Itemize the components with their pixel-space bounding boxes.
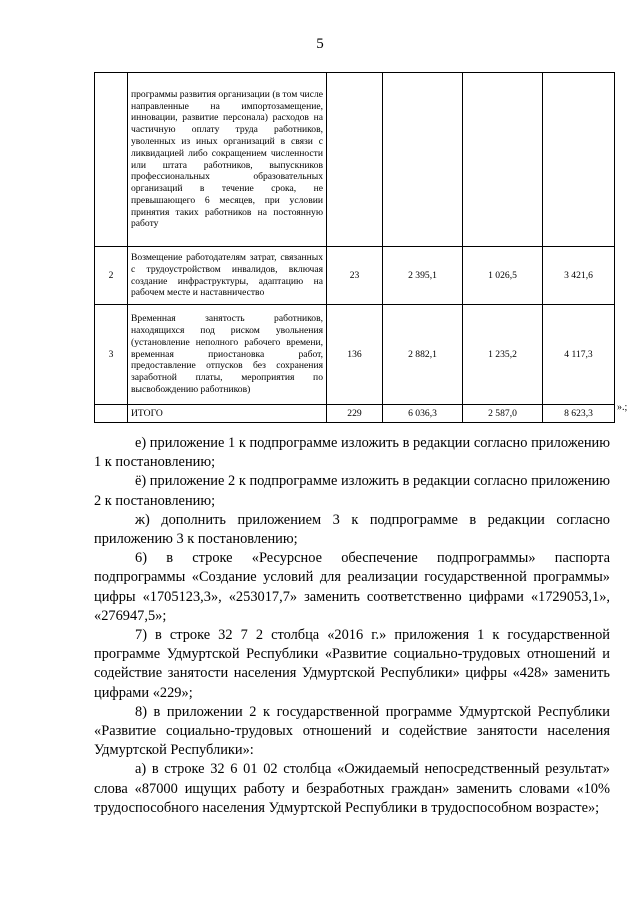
amendment-text	[94, 434, 610, 818]
row-number-cell	[95, 405, 128, 423]
measure-description-cell: Временная занятость работников, находящихся под риском увольнения (установление неполного рабочего времени, временная приостановка работ, предоставление отпусков без сохранения заработной платы, мероприятия по высвобождению работников)	[128, 305, 327, 405]
row-number-cell	[95, 73, 128, 247]
measure-description-cell: ИТОГО	[128, 405, 327, 423]
amount-2-cell	[463, 73, 543, 247]
paragraph-zh: ж) дополнить приложением 3 к подпрограмме в редакции согласно приложению 3 к постановлению;	[94, 511, 610, 548]
amount-2-cell: 1 026,5	[463, 247, 543, 305]
paragraph-8: 8) в приложении 2 к государственной программе Удмуртской Республики «Развитие социально-трудовых отношений и содействие занятости населения Удмуртской Республики»:	[94, 703, 610, 759]
people-count-cell: 136	[327, 305, 383, 405]
amount-1-cell	[383, 73, 463, 247]
table-row	[95, 247, 615, 305]
paragraph-7: 7) в строке 32 7 2 столбца «2016 г.» приложения 1 к государственной программе Удмуртской Республики «Развитие социально-трудовых отношений и содействие занятости населения Удмуртской Республики» цифры «428» заменить цифрами «229»;	[94, 627, 610, 701]
measure-description-cell: Возмещение работодателям затрат, связанных с трудоустройством инвалидов, включая создание инфраструктуры, адаптацию на рабочем месте и наставничество	[128, 247, 327, 305]
paragraph-e-cont: ё) приложение 2 к подпрограмме изложить в редакции согласно приложению 2 к постановлению;	[94, 473, 610, 509]
table-row	[95, 305, 615, 405]
people-count-cell: 23	[327, 247, 383, 305]
measures-table	[94, 72, 615, 423]
amount-2-cell: 1 235,2	[463, 305, 543, 405]
page-number: 5	[316, 36, 324, 52]
measure-description-cell: программы развития организации (в том числе направленные на импортозамещение, инновации, развитие персонала) расходов на частичную оплату труда работников, уволенных из иных организаций в связи с ликвидацией либо сокращением численности или штата работников, выпускников профессиональных образовательных организаций в течение срока, не превышающего 6 месяцев, при условии принятия таких работников на постоянную работу	[128, 73, 327, 247]
amount-1-cell: 2 395,1	[383, 247, 463, 305]
closing-quote: ».;	[617, 402, 628, 413]
amount-total-cell: 3 421,6	[543, 247, 615, 305]
amount-1-cell: 2 882,1	[383, 305, 463, 405]
people-count-cell: 229	[327, 405, 383, 423]
table-row	[95, 405, 615, 423]
paragraph-8a: а) в строке 32 6 01 02 столбца «Ожидаемый непосредственный результат» слова «87000 ищущих работу и безработных граждан» заменить словами «10% трудоспособного населения Удмуртской Республики в трудоспособном возрасте»;	[94, 761, 610, 816]
amount-total-cell: 8 623,3	[543, 405, 615, 423]
table-row	[95, 73, 615, 247]
row-number-cell: 3	[95, 305, 128, 405]
amount-total-cell: 4 117,3	[543, 305, 615, 405]
paragraph-e: е) приложение 1 к подпрограмме изложить в редакции согласно приложению 1 к постановлению;	[94, 435, 610, 471]
amount-2-cell: 2 587,0	[463, 405, 543, 423]
amount-total-cell	[543, 73, 615, 247]
amount-1-cell: 6 036,3	[383, 405, 463, 423]
people-count-cell	[327, 73, 383, 247]
paragraph-6: 6) в строке «Ресурсное обеспечение подпрограммы» паспорта подпрограммы «Создание условий для реализации государственной программы» цифры «1705123,3», «253017,7» заменить соответственно цифрами «1729053,1», «276947,5»;	[94, 550, 610, 624]
row-number-cell: 2	[95, 247, 128, 305]
